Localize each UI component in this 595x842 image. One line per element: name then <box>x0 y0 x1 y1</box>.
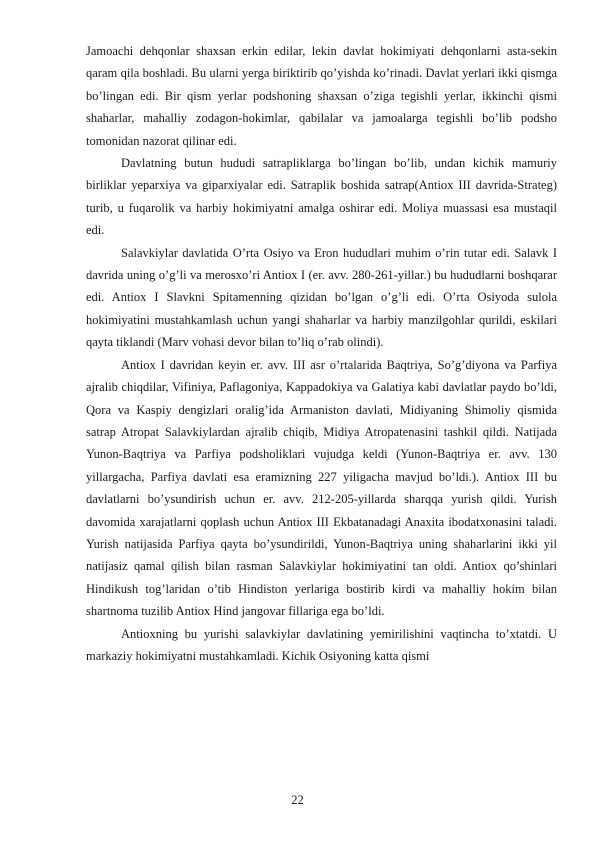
paragraph-2: Davlatning butun hududi satrapliklarga bo’lingan bo’lib, undan kichik mamuriy birliklar yeparxiya va giparxiyalar edi. Satraplik boshida satrap(Antiox III davrida-Strateg) turib, u fuqarolik va harbiy hokimiyatni amalga oshirar edi. Moliya muassasi esa mustaqil edi. <box>86 156 557 238</box>
page-number: 22 <box>291 793 304 807</box>
paragraph-3: Salavkiylar davlatida O’rta Osiyo va Eron hududlari muhim o’rin tutar edi. Salavk I davrida uning o’g’li va merosxo’ri Antiox I (er. avv. 280-261-yillar.) bu hududlarni boshqarar edi. Antiox I Slavkni Spitamenning qizidan bo’lgan o’g’li edi. O’rta Osiyoda sulola hokimiyatini mustahkamlash uchun yangi shaharlar va harbiy manzilgohlar qurildi, eskilari qayta tiklandi (Marv vohasi devor bilan to’liq o’rab olindi). <box>86 245 557 350</box>
document-body <box>86 40 557 667</box>
paragraph-1: Jamoachi dehqonlar shaxsan erkin edilar, lekin davlat hokimiyati dehqonlarni asta-sekin qaram qila boshladi. Bu ularni yerga biriktirib qo’yishda ko’rinadi. Davlat yerlari ikki qismga bo’lingan edi. Bir qism yerlar podshoning shaxsan o’ziga tegishli yerlar, ikkinchi qismi shaharlar, mahalliy zodagon-hokimlar, qabilalar va jamoalarga tegishli bo’lib podsho tomonidan nazorat qilinar edi. <box>86 44 557 148</box>
paragraph-4: Antiox I davridan keyin er. avv. III asr o’rtalarida Baqtriya, So’g’diyona va Parfiya ajralib chiqdilar, Vifiniya, Paflagoniya, Kappadokiya va Galatiya kabi davlatlar paydo bo’ldi, Qora va Kaspiy dengizlari oralig’ida Armaniston davlati, Midiyaning Shimoliy qismida satrap Atropat Salavkiylardan ajralib chiqib, Midiya Atropatenasini tashkil qildi. Natijada Yunon-Baqtriya va Parfiya podsholiklari vujudga keldi (Yunon-Baqtriya er. avv. 130 yillargacha, Parfiya davlati esa eramizning 227 yiligacha mavjud bo’ldi.). Antiox III bu davlatlarni bo’ysundirish uchun er. avv. 212-205-yillarda sharqqa yurish qildi. Yurish davomida xarajatlarni qoplash uchun Antiox III Ekbatanadagi Anaxita ibodatxonasini taladi. Yurish natijasida Parfiya qayta bo’ysundirildi, Yunon-Baqtriya uning shaharlarini ikki yil natijasiz qamal qilish bilan rasman Salavkiylar hokimiyatini tan oldi. Antiox qo’shinlari Hindikush tog’laridan o’tib Hindiston yerlariga bostirib kirdi va mahalliy hokim bilan shartnoma tuzilib Antiox Hind jangovar fillariga ega bo’ldi. <box>86 357 557 619</box>
paragraph-5: Antioxning bu yurishi salavkiylar davlatining yemirilishini vaqtincha to’xtatdi. U markaziy hokimiyatni mustahkamladi. Kichik Osiyoning katta qismi <box>86 626 557 663</box>
